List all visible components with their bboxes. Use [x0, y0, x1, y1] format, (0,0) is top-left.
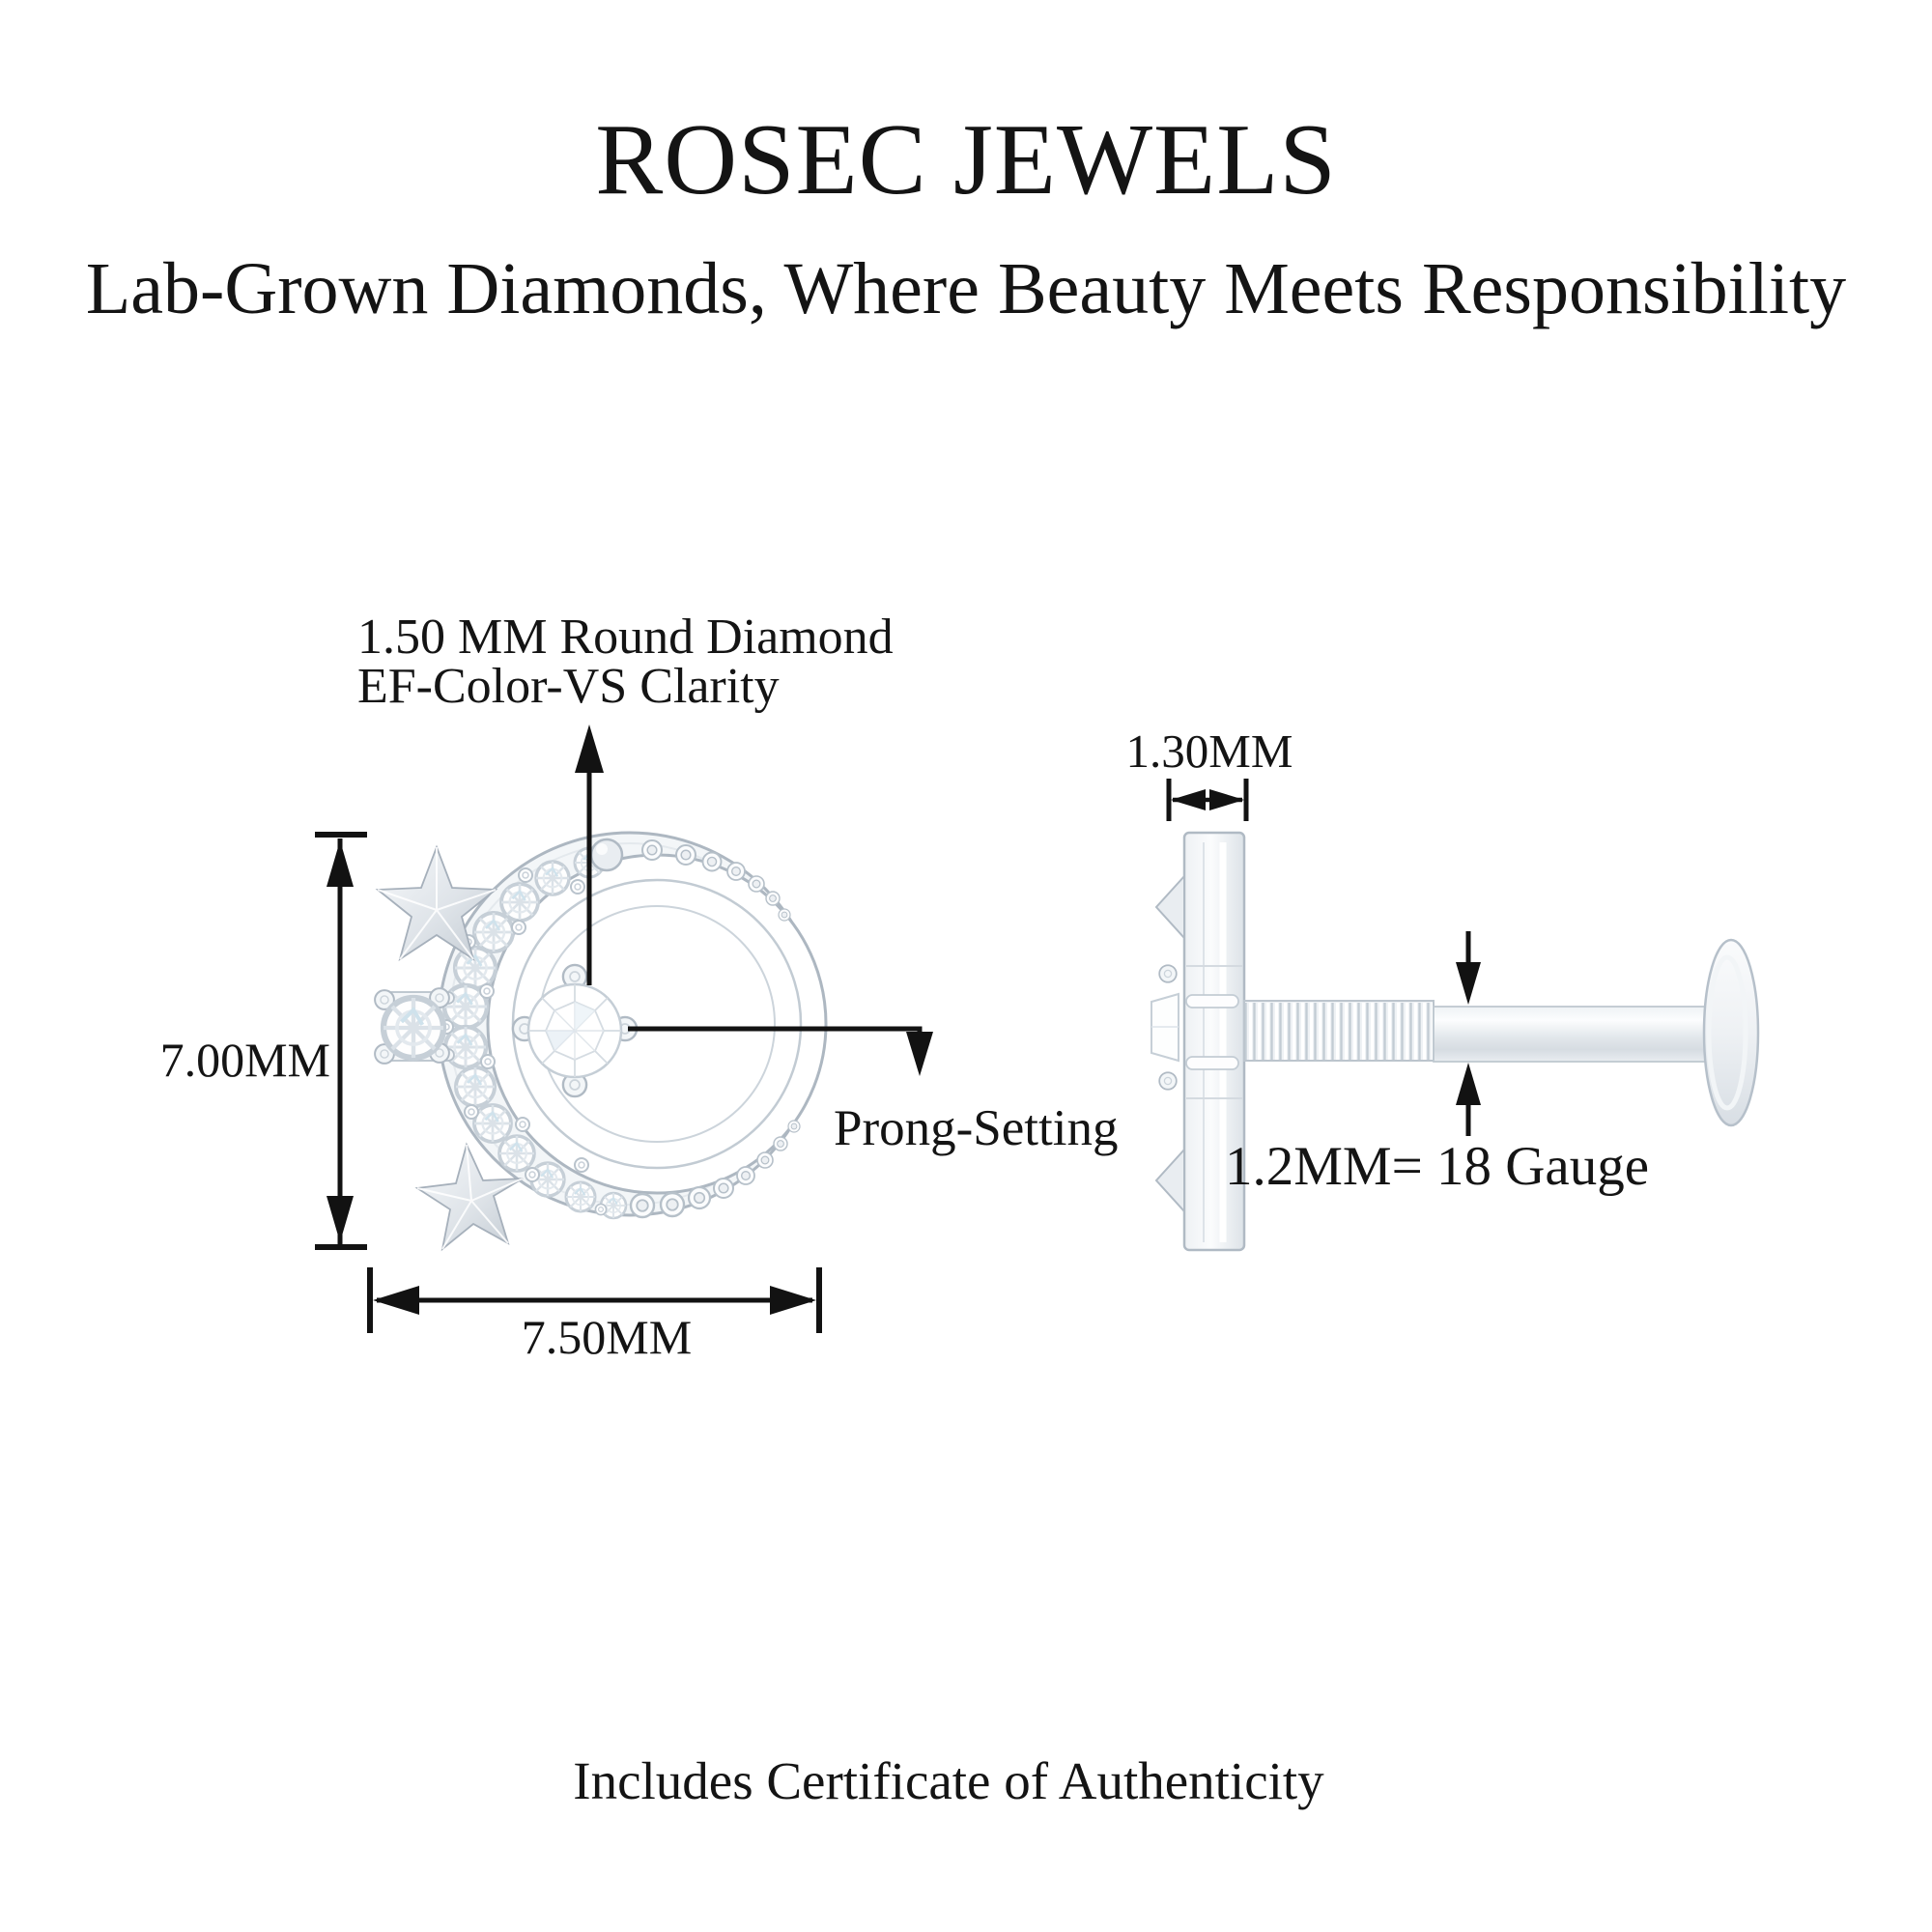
thickness-dimension-label: 1.30MM	[1125, 724, 1293, 778]
stone-size-line2: EF-Color-VS Clarity	[357, 659, 780, 714]
width-dimension-label: 7.50MM	[521, 1310, 693, 1364]
brand-title: ROSEC JEWELS	[595, 102, 1337, 215]
height-dimension-label: 7.00MM	[159, 1033, 330, 1087]
certificate-note: Includes Certificate of Authenticity	[573, 1751, 1324, 1810]
threaded-post	[1244, 1001, 1434, 1061]
prong-setting-callout: Prong-Setting	[834, 1100, 1119, 1156]
flat-back-disc	[1704, 940, 1758, 1125]
post-barbell	[1434, 1007, 1714, 1062]
accent-diamond	[375, 988, 454, 1064]
thickness-dimension-line	[1169, 779, 1246, 821]
stone-size-callout	[357, 610, 894, 714]
post-gauge-label: 1.2MM= 18 Gauge	[1225, 1136, 1650, 1197]
stone-size-line1: 1.50 MM Round Diamond	[357, 610, 894, 665]
brand-tagline: Lab-Grown Diamonds, Where Beauty Meets Responsibility	[85, 248, 1847, 329]
front-view-drawing	[375, 833, 826, 1249]
